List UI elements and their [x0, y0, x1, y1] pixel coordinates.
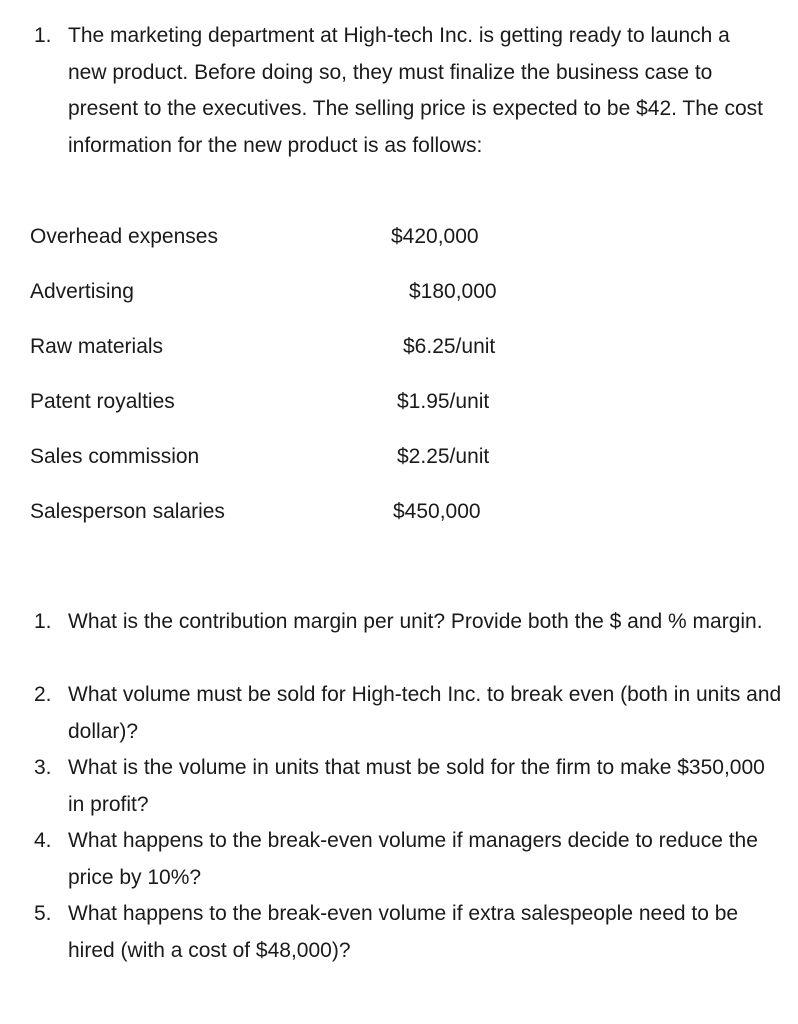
cost-value: $450,000 [393, 500, 481, 523]
cost-row-raw-materials [0, 329, 798, 365]
question-text: What is the contribution margin per unit? Provide both the $ and % margin. [68, 610, 763, 633]
problem-statement: The marketing department at High-tech Inc. is getting ready to launch a new product. Before doing so, they must finalize the business case to present to the executives. The selling price is expected to be $42. The cost information for the new product is as follows: [68, 24, 763, 157]
cost-label: Patent royalties [30, 390, 175, 413]
question-text: What volume must be sold for High-tech Inc. to break even (both in units and dollar)? [68, 683, 782, 743]
cost-value: $1.95/unit [397, 390, 490, 413]
cost-label: Raw materials [30, 335, 164, 358]
cost-label: Advertising [30, 280, 134, 303]
question-number: 1. [34, 610, 52, 633]
cost-label: Sales commission [30, 445, 200, 468]
cost-row-patent-royalties [0, 384, 798, 420]
cost-row-sales-commission [0, 439, 798, 475]
question-number: 5. [34, 902, 52, 925]
question-text: What happens to the break-even volume if managers decide to reduce the price by 10%? [68, 829, 758, 889]
cost-value: $6.25/unit [403, 335, 496, 358]
cost-label: Overhead expenses [30, 225, 218, 248]
cost-row-advertising [0, 274, 798, 310]
cost-row-overhead [0, 219, 798, 255]
cost-row-salesperson-salaries [0, 494, 798, 530]
cost-value: $420,000 [391, 225, 479, 248]
question-number: 3. [34, 756, 52, 779]
cost-label: Salesperson salaries [30, 500, 225, 523]
question-text: What happens to the break-even volume if extra salespeople need to be hired (with a cost of $48,000)? [68, 902, 739, 962]
question-text: What is the volume in units that must be sold for the firm to make $350,000 in profit? [68, 756, 765, 816]
cost-value: $2.25/unit [397, 445, 490, 468]
question-number: 2. [34, 683, 52, 706]
problem-number: 1. [34, 24, 52, 47]
cost-value: $180,000 [409, 280, 497, 303]
question-number: 4. [34, 829, 52, 852]
